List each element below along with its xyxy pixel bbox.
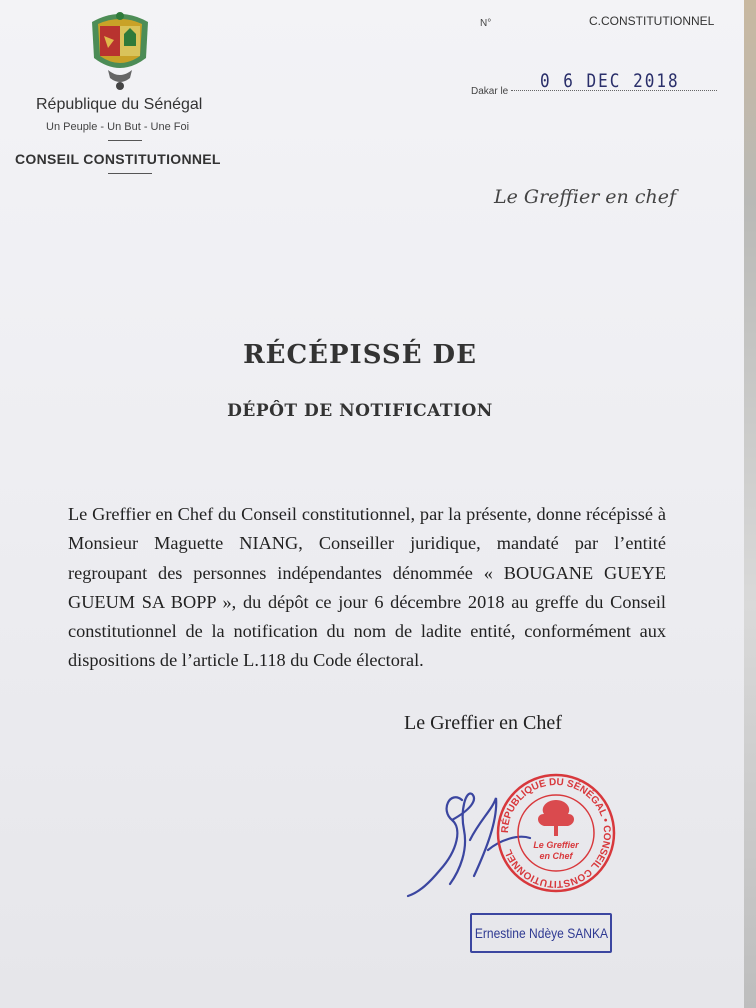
- seal-ring-text: RÉPUBLIQUE DU SÉNÉGAL • CONSEIL CONSTITUTIONNEL: [499, 776, 613, 890]
- divider: [108, 140, 142, 141]
- date-stamp: 0 6 DEC 2018: [540, 69, 680, 92]
- senegal-coat-of-arms-icon: [84, 8, 156, 92]
- national-motto: Un Peuple - Un But - Une Foi: [46, 121, 190, 133]
- official-seal-icon: [494, 770, 618, 896]
- closing-signatory: Le Greffier en Chef: [404, 712, 562, 734]
- signatory-name-stamp: [470, 913, 612, 953]
- document-subtitle: DÉPÔT DE NOTIFICATION: [227, 401, 493, 421]
- institution-name: CONSEIL CONSTITUTIONNEL: [15, 151, 221, 167]
- signatory-name: Ernestine Ndèye SANKA: [474, 925, 608, 941]
- reference-number-label: N°: [480, 18, 492, 29]
- republic-name: République du Sénégal: [36, 96, 203, 113]
- reference-number-value: C.CONSTITUTIONNEL: [589, 14, 715, 28]
- place-date-label: Dakar le: [471, 86, 509, 97]
- document-title: RÉCÉPISSÉ DE: [243, 340, 477, 370]
- divider: [108, 173, 152, 174]
- office-title: Le Greffier en chef: [494, 186, 676, 208]
- body-paragraph: Le Greffier en Chef du Conseil constitutionnel, par la présente, donne récépissé à Monsieur Maguette NIANG, Conseiller juridique, mandaté par l’entité regroupant des personnes indépendantes dénommée « BOUGANE GUEYE GUEUM SA BOPP », du dépôt ce jour 6 décembre 2018 au greffe du Conseil constitutionnel de la notification du nom de ladite entité, conformément aux dispositions de l’article L.118 du Code électoral.: [68, 504, 666, 671]
- seal-center-line2: en Chef: [539, 851, 573, 861]
- background-edge: [744, 0, 756, 1008]
- seal-center-line1: Le Greffier: [533, 840, 579, 850]
